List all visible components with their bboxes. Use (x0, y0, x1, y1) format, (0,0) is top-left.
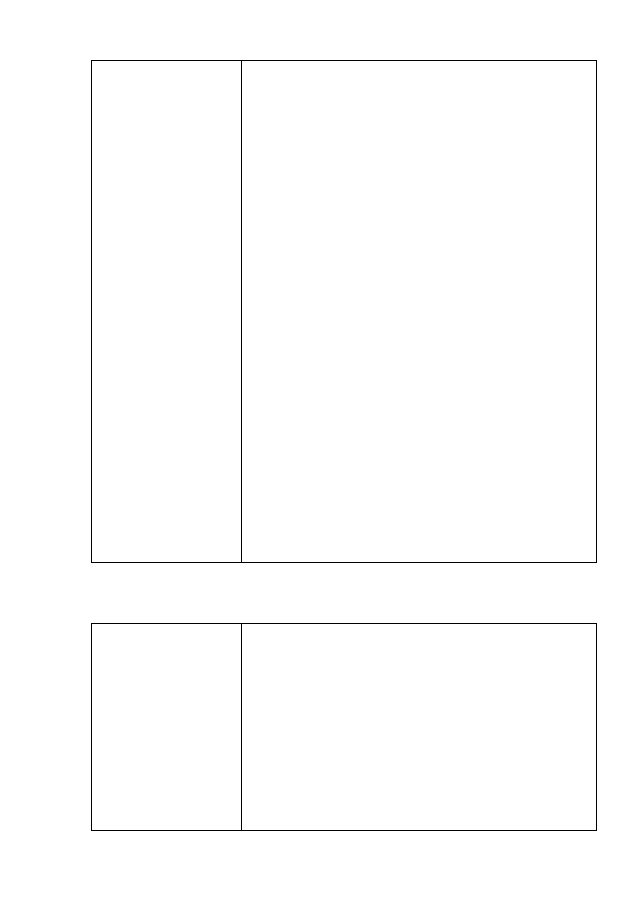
table-left-column (92, 624, 242, 830)
funding-table-continued (91, 60, 597, 563)
amendment-paragraph (91, 565, 597, 619)
table-left-column (92, 61, 242, 562)
subprogram-8-funding-table (91, 623, 597, 831)
